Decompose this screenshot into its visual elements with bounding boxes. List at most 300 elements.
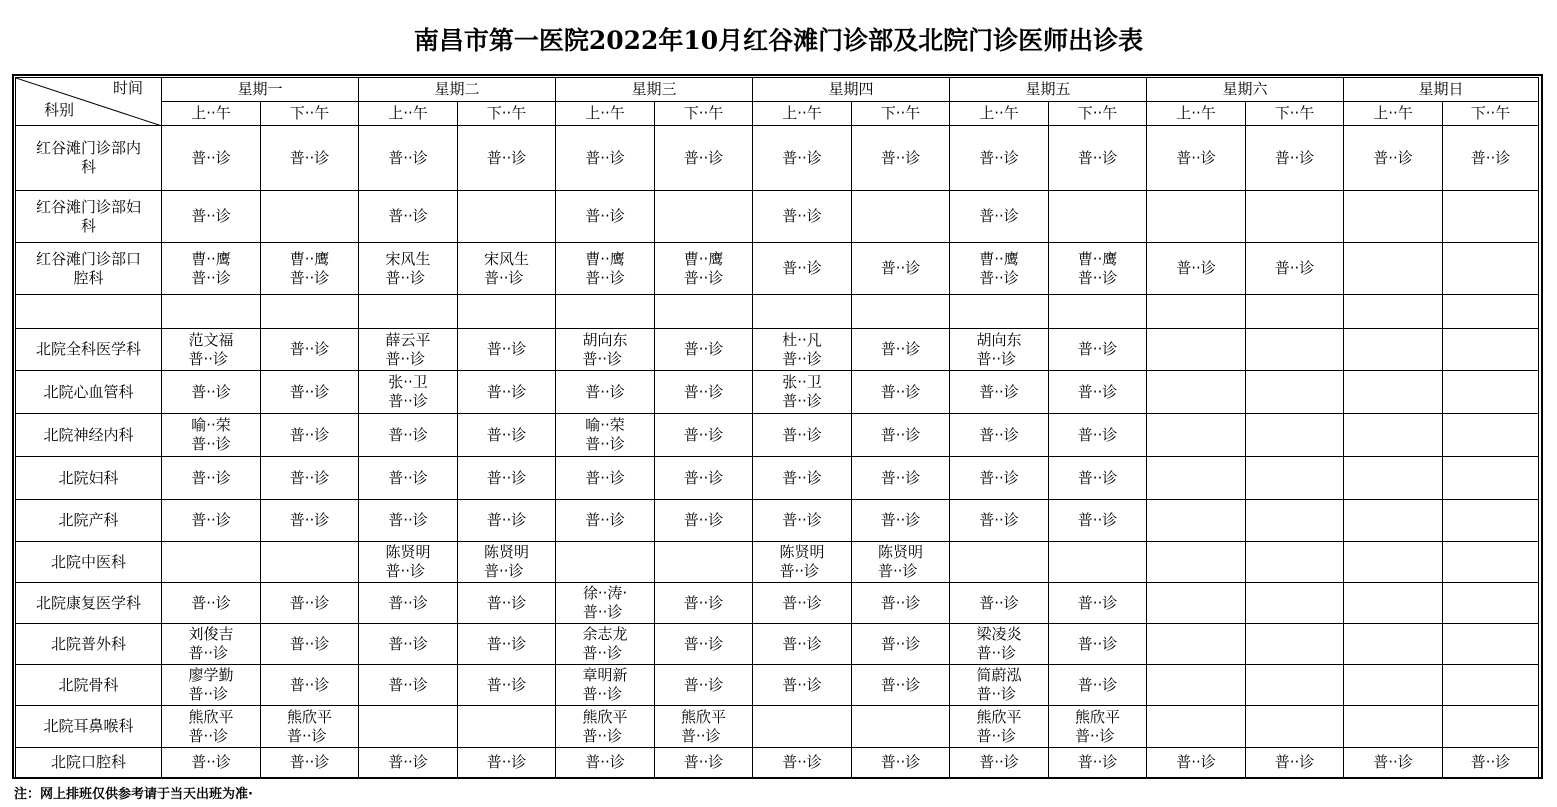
table-row — [16, 542, 1539, 583]
schedule-table — [15, 77, 1539, 778]
schedule-cell — [1049, 457, 1147, 500]
schedule-cell — [1049, 371, 1147, 414]
schedule-cell — [753, 457, 852, 500]
cell-content — [1078, 635, 1118, 654]
schedule-cell — [655, 624, 753, 665]
day-header: 星期二 — [359, 78, 556, 102]
table-row — [16, 500, 1539, 542]
doctor-name: 熊欣平 — [1074, 707, 1120, 726]
cell-content — [979, 383, 1019, 402]
cell-content — [684, 511, 724, 530]
schedule-cell — [950, 748, 1049, 778]
cell-content — [979, 149, 1019, 168]
schedule-cell — [556, 500, 655, 542]
schedule-cell — [261, 500, 359, 542]
clinic-type: 普··诊 — [388, 675, 428, 694]
doctor-name: 曹··鹰 — [585, 249, 625, 268]
afternoon-header: 下··午 — [1049, 102, 1147, 126]
clinic-type: 普··诊 — [683, 511, 724, 529]
clinic-type: 普··诊 — [585, 268, 625, 287]
schedule-cell — [1443, 748, 1539, 778]
department-cell — [16, 243, 162, 295]
schedule-cell — [458, 414, 556, 457]
clinic-type: 普··诊 — [486, 340, 527, 358]
corner-label-dept: 科别 — [44, 101, 75, 119]
clinic-type: 普··诊 — [486, 148, 527, 167]
schedule-cell — [950, 295, 1049, 329]
schedule-cell — [655, 243, 753, 295]
department-label: 北院神经内科 — [43, 425, 134, 444]
schedule-cell — [950, 542, 1049, 583]
cell-content — [782, 207, 822, 226]
clinic-type: 普··诊 — [486, 468, 527, 487]
schedule-cell — [1246, 329, 1344, 371]
schedule-cell — [359, 126, 458, 191]
clinic-type: 普··诊 — [385, 349, 426, 368]
department-cell — [16, 583, 162, 624]
doctor-name: 范文福 — [188, 330, 234, 349]
schedule-cell — [458, 583, 556, 624]
cell-content — [191, 753, 231, 772]
schedule-cell — [753, 500, 852, 542]
doctor-name: 张··卫 — [782, 373, 822, 391]
schedule-cell — [1147, 329, 1246, 371]
afternoon-header: 下··午 — [1246, 102, 1344, 126]
doctor-name: 徐··涛· — [582, 584, 628, 602]
clinic-type: 普··诊 — [979, 382, 1019, 401]
cell-content — [782, 753, 822, 772]
cell-content — [385, 250, 430, 288]
cell-content — [290, 250, 330, 288]
cell-content — [487, 426, 527, 445]
cell-content — [684, 594, 724, 613]
schedule-cell — [753, 329, 852, 371]
department-cell — [16, 191, 162, 243]
cell-content — [484, 250, 529, 288]
schedule-cell — [1147, 583, 1246, 624]
cell-content — [388, 753, 428, 772]
department-label: 红谷滩门诊部口腔科 — [35, 249, 141, 287]
cell-content — [779, 543, 824, 581]
schedule-cell — [1344, 243, 1443, 295]
schedule-cell — [1443, 500, 1539, 542]
schedule-cell — [359, 624, 458, 665]
cell-content — [881, 511, 921, 530]
morning-header: 上··午 — [950, 102, 1049, 126]
schedule-cell — [1246, 295, 1344, 329]
schedule-cell — [852, 706, 950, 748]
clinic-type: 普··诊 — [289, 382, 330, 401]
cell-content — [881, 426, 921, 445]
schedule-cell — [162, 665, 261, 706]
corner-label-time: 时间 — [112, 79, 143, 97]
clinic-type: 普··诊 — [585, 207, 625, 225]
clinic-type: 普··诊 — [683, 425, 724, 444]
doctor-name: 陈贤明 — [385, 543, 431, 561]
cell-content — [191, 511, 231, 530]
clinic-type: 普··诊 — [1077, 468, 1118, 487]
clinic-type: 普··诊 — [582, 603, 623, 621]
schedule-cell — [162, 329, 261, 371]
schedule-cell — [950, 329, 1049, 371]
doctor-name: 胡向东 — [582, 330, 628, 349]
schedule-cell — [1246, 414, 1344, 457]
morning-header: 上··午 — [1344, 102, 1443, 126]
page-title: 南昌市第一医院2022年10月红谷滩门诊部及北院门诊医师出诊表 — [413, 26, 1144, 55]
schedule-cell — [556, 126, 655, 191]
cell-content — [782, 511, 822, 530]
cell-content — [979, 207, 1019, 226]
schedule-cell — [852, 665, 950, 706]
schedule-cell — [1049, 706, 1147, 748]
clinic-type: 普··诊 — [976, 726, 1017, 745]
doctor-name: 曹··鹰 — [979, 249, 1019, 268]
cell-content — [782, 594, 822, 613]
schedule-cell — [1049, 295, 1147, 329]
clinic-type: 普··诊 — [880, 148, 921, 167]
cell-content — [684, 635, 724, 654]
doctor-name: 余志龙 — [582, 625, 628, 643]
clinic-type: 普··诊 — [582, 349, 623, 368]
cell-content — [976, 708, 1021, 746]
cell-content — [388, 594, 428, 613]
clinic-type: 普··诊 — [880, 753, 921, 771]
clinic-type: 普··诊 — [188, 726, 229, 745]
clinic-type: 普··诊 — [782, 392, 822, 410]
cell-content — [290, 340, 330, 359]
schedule-cell — [1049, 542, 1147, 583]
schedule-cell — [261, 748, 359, 778]
cell-content — [881, 676, 921, 695]
cell-content — [782, 635, 822, 654]
schedule-cell — [1049, 126, 1147, 191]
schedule-cell — [852, 583, 950, 624]
clinic-type: 普··诊 — [782, 675, 822, 694]
schedule-cell — [162, 126, 261, 191]
schedule-cell — [753, 243, 852, 295]
doctor-name: 曹··鹰 — [191, 249, 231, 268]
cell-content — [582, 625, 627, 663]
clinic-type: 普··诊 — [782, 753, 822, 771]
clinic-type: 普··诊 — [191, 435, 231, 453]
schedule-cell — [1049, 624, 1147, 665]
department-label: 北院妇科 — [58, 468, 119, 487]
schedule-cell — [655, 371, 753, 414]
cell-content — [878, 543, 923, 581]
schedule-cell — [655, 665, 753, 706]
cell-content — [1275, 149, 1315, 168]
cell-content — [191, 250, 231, 288]
clinic-type: 普··诊 — [188, 685, 229, 703]
schedule-cell — [1344, 665, 1443, 706]
department-label: 红谷滩门诊部内科 — [35, 139, 141, 176]
department-label: 北院骨科 — [58, 675, 119, 694]
schedule-cell — [1246, 665, 1344, 706]
doctor-name: 陈贤明 — [779, 543, 825, 561]
doctor-name: 宋风生 — [483, 249, 529, 268]
schedule-cell — [1147, 457, 1246, 500]
schedule-cell — [852, 295, 950, 329]
cell-content — [188, 666, 233, 704]
afternoon-header: 下··午 — [1443, 102, 1539, 126]
clinic-type: 普··诊 — [683, 148, 724, 167]
table-row — [16, 748, 1539, 778]
cell-content — [388, 149, 428, 168]
schedule-cell — [950, 624, 1049, 665]
clinic-type: 普··诊 — [1077, 268, 1118, 287]
schedule-cell — [458, 624, 556, 665]
schedule-cell — [1344, 748, 1443, 778]
cell-content — [1471, 753, 1511, 772]
department-cell — [16, 706, 162, 748]
cell-content — [583, 584, 627, 622]
morning-header: 上··午 — [753, 102, 852, 126]
cell-content — [388, 207, 428, 226]
schedule-cell — [556, 329, 655, 371]
doctor-name: 陈贤明 — [483, 543, 529, 561]
clinic-type: 普··诊 — [289, 468, 330, 487]
schedule-cell — [162, 706, 261, 748]
schedule-cell — [1344, 371, 1443, 414]
schedule-cell — [359, 583, 458, 624]
cell-content — [487, 340, 527, 359]
cell-content — [979, 753, 1019, 772]
clinic-type: 普··诊 — [388, 634, 428, 653]
schedule-cell — [1246, 243, 1344, 295]
schedule-cell — [359, 414, 458, 457]
clinic-type: 普··诊 — [191, 511, 231, 529]
clinic-type: 普··诊 — [1077, 340, 1118, 358]
doctor-name: 熊欣平 — [286, 707, 332, 726]
clinic-type: 普··诊 — [979, 593, 1019, 612]
clinic-type: 普··诊 — [1176, 753, 1216, 771]
cell-content — [388, 676, 428, 695]
clinic-type: 普··诊 — [880, 425, 921, 444]
schedule-cell — [655, 457, 753, 500]
schedule-cell — [753, 371, 852, 414]
cell-content — [881, 340, 921, 359]
doctor-name: 熊欣平 — [976, 707, 1022, 726]
schedule-cell — [359, 371, 458, 414]
schedule-cell — [1443, 542, 1539, 583]
cell-content — [684, 383, 724, 402]
schedule-cell — [1443, 371, 1539, 414]
cell-content — [585, 149, 625, 168]
clinic-type: 普··诊 — [388, 148, 428, 167]
afternoon-header: 下··午 — [261, 102, 359, 126]
clinic-type: 普··诊 — [979, 753, 1019, 771]
header-row-days — [16, 78, 1539, 102]
schedule-cell — [556, 243, 655, 295]
schedule-cell — [1147, 500, 1246, 542]
schedule-cell — [1147, 414, 1246, 457]
schedule-cell — [261, 457, 359, 500]
schedule-cell — [556, 542, 655, 583]
schedule-cell — [655, 583, 753, 624]
clinic-type: 普··诊 — [880, 511, 921, 529]
department-cell — [16, 414, 162, 457]
schedule-cell — [950, 583, 1049, 624]
cell-content — [1078, 383, 1118, 402]
morning-header: 上··午 — [1147, 102, 1246, 126]
clinic-type: 普··诊 — [1077, 753, 1118, 771]
clinic-type: 普··诊 — [191, 268, 231, 287]
schedule-cell — [1246, 706, 1344, 748]
cell-content — [1373, 149, 1413, 168]
clinic-type: 普··诊 — [486, 634, 527, 653]
afternoon-header: 下··午 — [458, 102, 556, 126]
cell-content — [585, 250, 625, 288]
doctor-name: 陈贤明 — [877, 543, 923, 561]
clinic-type: 普··诊 — [1077, 511, 1118, 529]
cell-content — [1078, 340, 1118, 359]
cell-content — [487, 383, 527, 402]
morning-header: 上··午 — [359, 102, 458, 126]
schedule-cell — [458, 243, 556, 295]
schedule-cell — [1344, 500, 1443, 542]
cell-content — [1078, 511, 1118, 530]
day-header: 星期六 — [1147, 78, 1344, 102]
cell-content — [191, 594, 231, 613]
clinic-type: 普··诊 — [880, 634, 921, 653]
clinic-type: 普··诊 — [191, 753, 231, 771]
clinic-type: 普··诊 — [683, 340, 724, 358]
cell-content — [1078, 594, 1118, 613]
cell-content — [290, 469, 330, 488]
clinic-type: 普··诊 — [683, 268, 724, 287]
cell-content — [979, 469, 1019, 488]
clinic-type: 普··诊 — [1074, 726, 1115, 745]
cell-content — [782, 676, 822, 695]
schedule-cell — [1246, 457, 1344, 500]
schedule-cell — [556, 583, 655, 624]
department-label: 北院康复医学科 — [35, 593, 141, 612]
schedule-cell — [261, 243, 359, 295]
doctor-name: 简蔚泓 — [976, 666, 1022, 684]
schedule-cell — [950, 243, 1049, 295]
clinic-type: 普··诊 — [877, 562, 918, 580]
cell-content — [1075, 708, 1120, 746]
schedule-cell — [359, 665, 458, 706]
schedule-cell — [261, 371, 359, 414]
schedule-cell — [1344, 191, 1443, 243]
schedule-cell — [458, 500, 556, 542]
table-row — [16, 665, 1539, 706]
cell-content — [191, 149, 231, 168]
clinic-type: 普··诊 — [782, 425, 822, 444]
clinic-type: 普··诊 — [289, 148, 330, 167]
schedule-cell — [556, 457, 655, 500]
schedule-cell — [1049, 665, 1147, 706]
schedule-cell — [162, 500, 261, 542]
clinic-type: 普··诊 — [782, 207, 822, 225]
schedule-cell — [753, 748, 852, 778]
schedule-cell — [162, 542, 261, 583]
schedule-cell — [852, 542, 950, 583]
cell-content — [1078, 753, 1118, 772]
schedule-cell — [753, 414, 852, 457]
schedule-cell — [359, 706, 458, 748]
schedule-cell — [852, 191, 950, 243]
schedule-cell — [261, 191, 359, 243]
clinic-type: 普··诊 — [388, 392, 428, 410]
clinic-type: 普··诊 — [1470, 753, 1511, 771]
cell-content — [585, 207, 625, 226]
clinic-type: 普··诊 — [1077, 593, 1118, 612]
clinic-type: 普··诊 — [979, 268, 1019, 287]
department-cell — [16, 624, 162, 665]
doctor-name: 曹··鹰 — [289, 249, 330, 268]
schedule-cell — [162, 583, 261, 624]
department-label: 北院口腔科 — [50, 753, 126, 771]
schedule-cell — [655, 126, 753, 191]
cell-content — [487, 149, 527, 168]
clinic-type: 普··诊 — [289, 268, 330, 287]
clinic-type: 普··诊 — [979, 425, 1019, 444]
cell-content — [290, 594, 330, 613]
doctor-name: 刘俊吉 — [188, 625, 234, 643]
schedule-cell — [261, 542, 359, 583]
schedule-cell — [1147, 542, 1246, 583]
clinic-type: 普··诊 — [1373, 753, 1413, 771]
clinic-type: 普··诊 — [880, 675, 921, 694]
schedule-cell — [1344, 457, 1443, 500]
schedule-cell — [1147, 371, 1246, 414]
schedule-cell — [1443, 706, 1539, 748]
schedule-cell — [655, 500, 753, 542]
clinic-type: 普··诊 — [286, 726, 327, 745]
schedule-cell — [950, 500, 1049, 542]
clinic-type: 普··诊 — [289, 753, 330, 771]
cell-content — [1078, 149, 1118, 168]
schedule-cell — [655, 706, 753, 748]
clinic-type: 普··诊 — [486, 753, 527, 771]
schedule-cell — [655, 748, 753, 778]
cell-content — [388, 426, 428, 445]
schedule-cell — [950, 414, 1049, 457]
schedule-cell — [655, 329, 753, 371]
cell-content — [290, 511, 330, 530]
doctor-name: 曹··鹰 — [1077, 249, 1118, 268]
doctor-name: 杜··凡 — [782, 330, 822, 349]
clinic-type: 普··诊 — [782, 593, 822, 612]
schedule-cell — [655, 414, 753, 457]
clinic-type: 普··诊 — [486, 382, 527, 401]
cell-content — [385, 331, 430, 369]
cell-content — [881, 753, 921, 772]
cell-content — [582, 708, 627, 746]
clinic-type: 普··诊 — [486, 511, 527, 529]
schedule-cell — [556, 665, 655, 706]
schedule-cell — [753, 295, 852, 329]
clinic-type: 普··诊 — [880, 593, 921, 612]
clinic-type: 普··诊 — [486, 593, 527, 612]
schedule-cell — [1443, 665, 1539, 706]
doctor-name: 宋风生 — [385, 249, 431, 268]
cell-content — [290, 149, 330, 168]
schedule-cell — [852, 329, 950, 371]
table-row — [16, 414, 1539, 457]
schedule-cell — [1049, 748, 1147, 778]
clinic-type: 普··诊 — [782, 511, 822, 529]
doctor-name: 章明新 — [582, 666, 628, 684]
table-row — [16, 295, 1539, 329]
cell-content — [188, 708, 233, 746]
schedule-cell — [852, 457, 950, 500]
doctor-name: 喻··荣 — [191, 416, 231, 434]
clinic-type: 普··诊 — [289, 593, 330, 612]
clinic-type: 普··诊 — [191, 207, 231, 225]
